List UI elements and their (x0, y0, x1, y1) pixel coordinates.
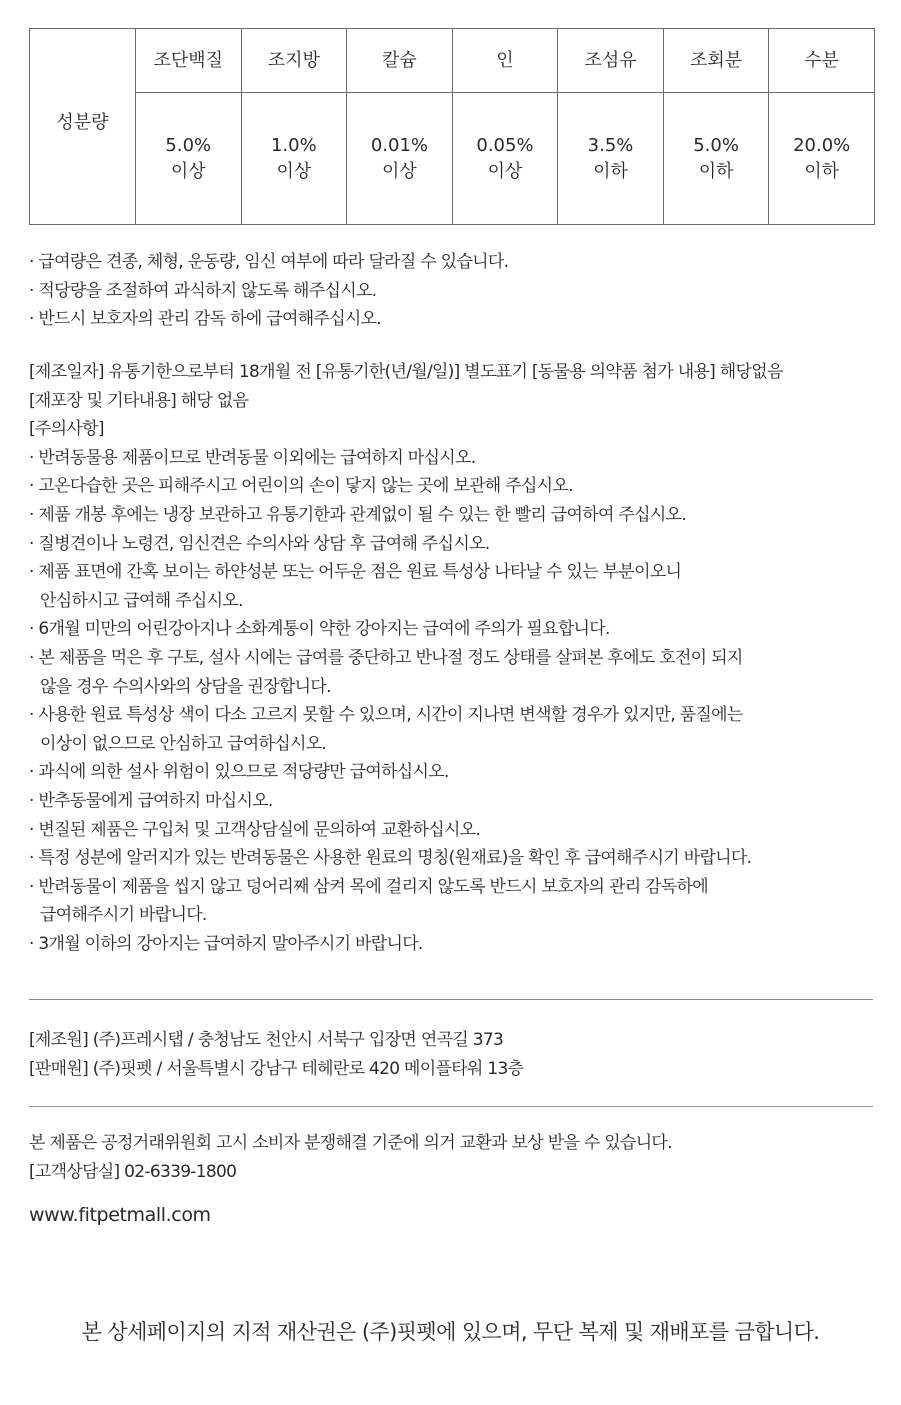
feeding-notes (29, 248, 508, 334)
caution-item: · 제품 표면에 간혹 보이는 하얀성분 또는 어두운 점은 원료 특성상 나타날 수 있는 부분이오니 (29, 562, 682, 583)
nutrient-value: 0.05% (476, 134, 534, 156)
nutrient-value: 0.01% (370, 134, 428, 156)
nutrient-value: 5.0% (693, 134, 739, 156)
nutrient-value-row (30, 93, 875, 225)
caution-item: · 반려동물이 제품을 씹지 않고 덩어리째 삼켜 목에 걸리지 않도록 반드시 보호자의 관리 감독하에 (29, 876, 709, 897)
copyright-notice: 본 상세페이지의 지적 재산권은 (주)핏펫에 있으며, 무단 복제 및 재배포를 금합니다. (81, 1320, 820, 1344)
section-divider (29, 999, 873, 1000)
feeding-note: · 반드시 보호자의 관리 감독 하에 급여해주십시오. (29, 309, 382, 330)
nutrient-header: 칼슘 (347, 29, 453, 93)
nutrient-qualifier: 이하 (593, 160, 628, 182)
caution-item: · 6개월 미만의 어린강아지나 소화계통이 약한 강아지는 급여에 주의가 필요합니다. (29, 619, 610, 640)
nutrient-qualifier: 이상 (276, 160, 312, 182)
caution-item: · 제품 개봉 후에는 냉장 보관하고 유통기한과 관계없이 될 수 있는 한 빨리 급여하여 주십시오. (29, 504, 686, 525)
nutrient-value: 5.0% (165, 134, 212, 156)
nutrient-qualifier: 이상 (170, 160, 206, 182)
caution-item: · 특정 성분에 알러지가 있는 반려동물은 사용한 원료의 명칭(원재료)을 확인 후 급여해주시기 바랍니다. (29, 848, 752, 869)
customer-center: [고객상담실] 02-6339-1800 (29, 1161, 237, 1182)
feeding-note: · 급여량은 견종, 체형, 운동량, 임신 여부에 따라 달라질 수 있습니다. (29, 252, 509, 272)
nutrient-qualifier: 이상 (382, 160, 417, 182)
nutrient-table (29, 28, 875, 225)
caution-item: · 3개월 이하의 강아지는 급여하지 말아주시기 바랍니다. (29, 933, 423, 954)
caution-item-continuation: 안심하시고 급여해 주십시오. (40, 590, 243, 611)
nutrient-header: 조회분 (663, 29, 769, 93)
repackaging-info: [재포장 및 기타내용] 해당 없음 (29, 390, 249, 411)
nutrient-value-cell (558, 93, 664, 225)
nutrient-header: 조섬유 (558, 29, 664, 93)
nutrient-qualifier: 이하 (698, 160, 734, 182)
caution-item-continuation: 급여해주시기 바랍니다. (40, 905, 207, 926)
consumer-info (29, 1129, 672, 1186)
section-divider (29, 1106, 873, 1107)
caution-item: · 사용한 원료 특성상 색이 다소 고르지 못할 수 있으며, 시간이 지나면 변색할 경우가 있지만, 품질에는 (29, 705, 743, 726)
caution-item: · 반려동물용 제품이므로 반려동물 이외에는 급여하지 마십시오. (29, 447, 476, 468)
nutrient-value-cell (136, 93, 242, 225)
nutrient-header: 조단백질 (136, 29, 242, 93)
nutrient-value-cell (769, 93, 875, 225)
nutrient-value-cell (663, 93, 769, 225)
caution-item: · 고온다습한 곳은 피해주시고 어린이의 손이 닿지 않는 곳에 보관해 주십시오. (29, 476, 573, 497)
caution-item-continuation: 않을 경우 수의사와의 상담을 권장합니다. (40, 676, 331, 697)
consumer-policy: 본 제품은 공정거래위원회 고시 소비자 분쟁해결 기준에 의거 교환과 보상 받을 수 있습니다. (29, 1133, 672, 1153)
seller-info: [판매원] (주)핏펫 / 서울특별시 강남구 테헤란로 420 메이플타워 13층 (29, 1058, 524, 1079)
nutrient-value: 1.0% (270, 134, 317, 156)
feeding-note: · 적당량을 조절하여 과식하지 않도록 해주십시오. (29, 280, 377, 301)
company-info (29, 1026, 523, 1083)
cautions-title: [주의사항] (29, 419, 104, 440)
nutrient-value: 20.0% (793, 134, 851, 156)
nutrient-header: 조지방 (241, 29, 347, 93)
nutrient-value: 3.5% (587, 134, 634, 156)
caution-item: · 본 제품을 먹은 후 구토, 설사 시에는 급여를 중단하고 반나절 정도 상태를 살펴본 후에도 호전이 되지 (29, 647, 743, 668)
nutrient-qualifier: 이상 (487, 160, 523, 182)
caution-item: · 질병견이나 노령견, 임신견은 수의사와 상담 후 급여해 주십시오. (29, 533, 490, 554)
manufacturer-info: [제조원] (주)프레시탭 / 충청남도 천안시 서북구 입장면 연곡길 373 (29, 1030, 504, 1050)
nutrient-row-label: 성분량 (30, 29, 136, 225)
manufacturing-info: [제조일자] 유통기한으로부터 18개월 전 [유통기한(년/월/일)] 별도표기 [동물용 의약품 첨가 내용] 해당없음 (29, 362, 783, 382)
caution-item: · 과식에 의한 설사 위험이 있으므로 적당량만 급여하십시오. (29, 762, 449, 783)
caution-item-continuation: 이상이 없으므로 안심하고 급여하십시오. (40, 733, 327, 754)
product-info-section (29, 358, 783, 958)
website-link[interactable]: www.fitpetmall.com (29, 1204, 211, 1226)
nutrient-value-cell (241, 93, 347, 225)
nutrient-header: 수분 (769, 29, 875, 93)
nutrient-value-cell (347, 93, 453, 225)
nutrient-header: 인 (452, 29, 558, 93)
nutrient-qualifier: 이하 (804, 160, 840, 182)
caution-item: · 반추동물에게 급여하지 마십시오. (29, 790, 273, 811)
nutrient-value-cell (452, 93, 558, 225)
nutrient-header-row (30, 29, 875, 93)
caution-item: · 변질된 제품은 구입처 및 고객상담실에 문의하여 교환하십시오. (29, 819, 481, 840)
